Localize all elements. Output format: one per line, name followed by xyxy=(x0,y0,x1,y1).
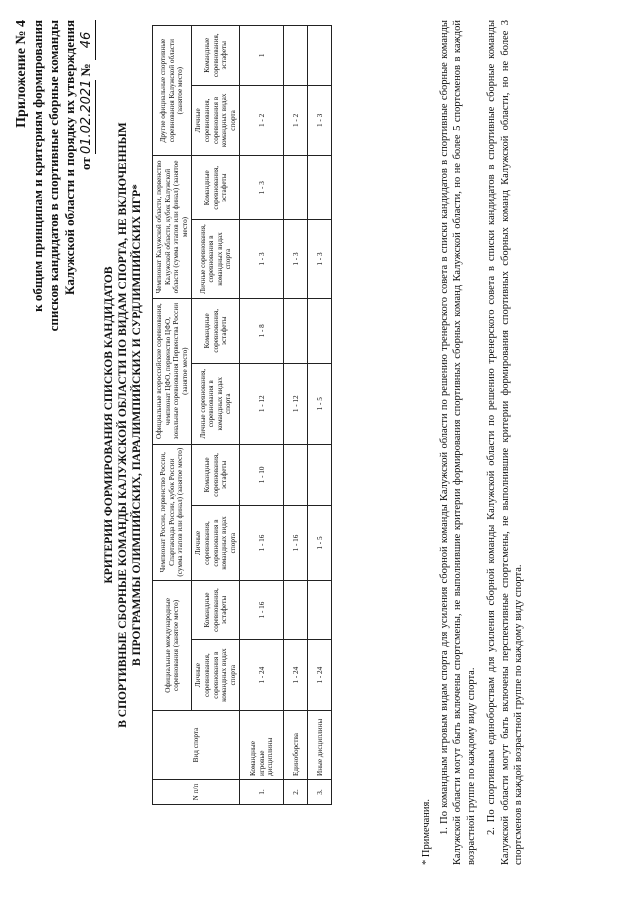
appendix-block xyxy=(14,20,96,540)
row-num: 3. xyxy=(308,780,332,805)
header-group-2: Чемпионат России, первенство России, Спартакиада России, кубок России (сумма этапов или финал) (занятое место) xyxy=(153,444,192,580)
table-row xyxy=(240,26,284,805)
row-sport: Командные игровые дисциплины xyxy=(240,711,284,780)
cell xyxy=(284,580,308,639)
cell xyxy=(284,156,308,220)
subheader-team: Командные соревнования, эстафеты xyxy=(192,580,240,639)
cell: 1 - 2 xyxy=(240,85,284,156)
header-group-3: Официальные всероссийские соревнования, чемпионат ЦФО, первенство ЦФО, зональные соревнования Первенства России (занятое место) xyxy=(153,298,192,444)
appendix-line-3: Калужской области и порядку их утверждения xyxy=(62,20,77,295)
header-group-5: Другие официальные спортивные соревнования Калужской области (занятое место) xyxy=(153,26,192,156)
subheader-personal: Личные соревнования, соревнования в командных видах спорта xyxy=(192,506,240,581)
cell: 1 - 3 xyxy=(308,85,332,156)
criteria-table xyxy=(152,25,332,805)
subheader-team: Командные соревнования, эстафеты xyxy=(192,444,240,506)
number-prefix: № xyxy=(78,63,93,77)
cell: 1 - 12 xyxy=(240,363,284,444)
appendix-title: Приложение № 4 xyxy=(14,20,29,128)
cell xyxy=(308,298,332,363)
cell xyxy=(284,26,308,86)
header-sport: Вид спорта xyxy=(153,711,240,780)
cell: 1 - 12 xyxy=(284,363,308,444)
cell: 1 - 24 xyxy=(284,640,308,711)
row-sport: Единоборства xyxy=(284,711,308,780)
appendix-date-line xyxy=(78,20,96,540)
cell: 1 - 16 xyxy=(240,580,284,639)
date-prefix: от xyxy=(78,157,93,170)
note-paragraph-2: 2. По спортивным единоборствам для усиления сборной команды Калужской области по решению тренерского совета в списки кандидатов в спортивные сборные команды Калужской области могут быть включены перспективные спортсмены, не выполнившие критерии формирования спортивных сборных команд Калужской области, но не более 3 спортсменов в каждой возрастной группе по каждому виду спорта. xyxy=(486,20,524,865)
subheader-personal: Личные соревнования, соревнования в командных видах спорта xyxy=(192,85,240,156)
cell: 1 - 8 xyxy=(240,298,284,363)
cell: 1 - 3 xyxy=(284,220,308,298)
header-group-1: Официальные международные соревнования (занятое место) xyxy=(153,580,192,710)
notes-block xyxy=(420,20,533,865)
cell: 1 - 5 xyxy=(308,363,332,444)
header-group-4: Чемпионат Калужской области, первенство Калужской области, кубок Калужской области (сумма этапов или финал) (занятое место) xyxy=(153,156,192,298)
appendix-line-2: списков кандидатов в спортивные сборные команды xyxy=(46,20,61,332)
cell: 1 - 3 xyxy=(308,220,332,298)
date-handwritten: 01.02.2021 xyxy=(79,79,94,155)
cell: 1 - 2 xyxy=(284,85,308,156)
row-sport: Иные дисциплины xyxy=(308,711,332,780)
heading-line-3: В ПРОГРАММЫ ОЛИМПИЙСКИХ, ПАРАЛИМПИЙСКИХ И СУРДЛИМПИЙСКИХ ИГР* xyxy=(131,184,143,666)
heading-line-1: КРИТЕРИИ ФОРМИРОВАНИЯ СПИСКОВ КАНДИДАТОВ xyxy=(103,266,115,584)
table-subheader-row xyxy=(192,26,240,805)
subheader-team: Командные соревнования, эстафеты xyxy=(192,298,240,363)
cell xyxy=(308,580,332,639)
subheader-personal: Личные соревнования, соревнования в командных видах спорта xyxy=(192,640,240,711)
note-paragraph-1: 1. По командным игровым видам спорта для усиления сборной команды Калужской области по решению тренерского совета в списки кандидатов в спортивные сборные команды Калужской области могут быть включены спортсмены, не выполнившие критерии формирования спортивных сборных команд Калужской области, но не более 5 спортсменов в каждой возрастной группе по каждому виду спорта. xyxy=(438,20,477,865)
cell: 1 - 10 xyxy=(240,444,284,506)
header-num: N п/п xyxy=(153,780,240,805)
subheader-personal: Личные соревнования, соревнования в командных видах спорта xyxy=(192,363,240,444)
cell: 1 - 16 xyxy=(240,506,284,581)
cell: 1 - 24 xyxy=(308,640,332,711)
subheader-personal: Личные соревнования, соревнования в командных видах спорта xyxy=(192,220,240,298)
heading-line-2: В СПОРТИВНЫЕ СБОРНЫЕ КОМАНДЫ КАЛУЖСКОЙ ОБЛАСТИ ПО ВИДАМ СПОРТА, НЕ ВКЛЮЧЕННЫМ xyxy=(117,122,129,728)
cell xyxy=(284,298,308,363)
document-heading xyxy=(102,105,144,745)
number-handwritten: 46 xyxy=(79,20,96,60)
table-header-row xyxy=(153,26,192,805)
cell xyxy=(308,26,332,86)
cell: 1 - 24 xyxy=(240,640,284,711)
subheader-team: Командные соревнования, эстафеты xyxy=(192,156,240,220)
table-row xyxy=(284,26,308,805)
cell xyxy=(308,444,332,506)
cell: 1 - 3 xyxy=(240,156,284,220)
row-num: 2. xyxy=(284,780,308,805)
subheader-team: Командные соревнования, эстафеты xyxy=(192,26,240,86)
cell: 1 - 16 xyxy=(284,506,308,581)
appendix-line-1: к общим принципам и критериям формирования xyxy=(30,20,45,312)
cell: 1 - 5 xyxy=(308,506,332,581)
cell: 1 - 3 xyxy=(240,220,284,298)
notes-mark: * Примечания. xyxy=(421,798,432,865)
row-num: 1. xyxy=(240,780,284,805)
cell xyxy=(284,444,308,506)
cell: 1 xyxy=(240,26,284,86)
cell xyxy=(308,156,332,220)
table-row xyxy=(308,26,332,805)
